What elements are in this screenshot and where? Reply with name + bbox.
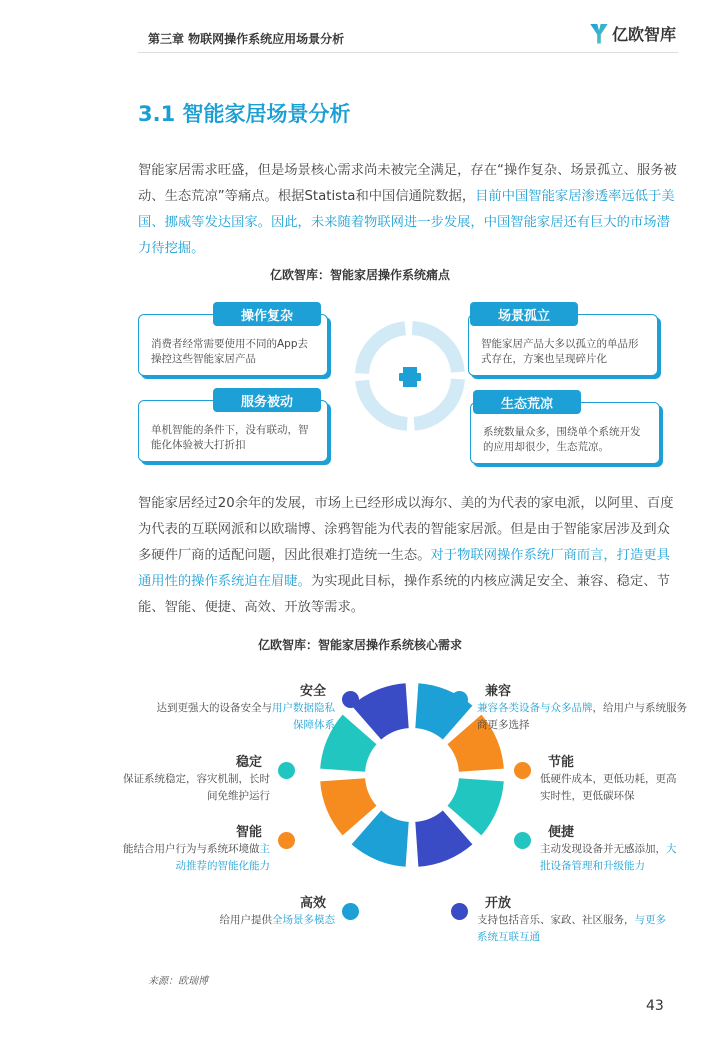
need-desc xyxy=(120,841,270,875)
need-desc-highlight: 大批设备管理和升级能力 xyxy=(540,843,677,872)
para2-text: 智能家居经过20余年的发展，市场上已经形成以海尔、美的为代表的家电派，以阿里、百度为代表的互联网派和以欧瑞博、涂鸦智能为代表的智能家居派。但是由于智能家居涉及到众多硬件厂商的适配问题，因此很难打造统一生态。 xyxy=(138,496,674,563)
source-note: 来源：欧瑞博 xyxy=(148,976,208,987)
paragraph-1 xyxy=(138,158,678,262)
need-desc-highlight: 兼容各类设备与众多品牌 xyxy=(477,702,593,714)
para2-highlight: 对于物联网操作系统厂商而言，打造更具通用性的操作系统迫在眉睫。 xyxy=(138,548,670,589)
need-dot xyxy=(278,832,295,849)
need-desc xyxy=(477,700,687,734)
printer-icon xyxy=(399,367,421,387)
need-desc-text: 能结合用户行为与系统环境做 xyxy=(123,843,260,855)
need-title: 稳定 xyxy=(236,755,263,770)
pain-desc: 系统数量众多，围绕单个系统开发的应用却很少，生态荒凉。 xyxy=(483,426,641,453)
need-desc xyxy=(540,841,680,875)
need-title: 安全 xyxy=(300,684,327,699)
need-desc xyxy=(160,912,335,929)
pain-tag-2: 场景孤立 xyxy=(470,302,578,326)
need-dot xyxy=(451,903,468,920)
need-dot xyxy=(278,762,295,779)
pain-desc: 消费者经常需要使用不同的App去操控这些智能家居产品 xyxy=(151,338,309,365)
need-dot xyxy=(514,832,531,849)
need-dot xyxy=(342,691,359,708)
para1-highlight: 目前中国智能家居渗透率远低于美国、挪威等发达国家。因此，未来随着物联网进一步发展，中国智能家居还有巨大的市场潜力待挖掘。 xyxy=(138,189,675,256)
pain-desc: 单机智能的条件下，没有联动，智能化体验被大打折扣 xyxy=(151,424,309,451)
need-desc-text: ，给用户与系统服务商更多选择 xyxy=(477,702,687,731)
need-title: 兼容 xyxy=(485,684,512,699)
need-title: 开放 xyxy=(485,896,512,911)
chart2-title: 亿欧智库：智能家居操作系统核心需求 xyxy=(257,638,462,652)
pain-tag-3: 服务被动 xyxy=(213,388,321,412)
chapter-header: 第三章 物联网操作系统应用场景分析 xyxy=(148,32,345,46)
pain-tag-1: 操作复杂 xyxy=(213,302,321,326)
need-dot xyxy=(342,903,359,920)
need-dot xyxy=(451,691,468,708)
section-title: 3.1 智能家居场景分析 xyxy=(138,102,351,126)
need-desc-highlight: 用户数据隐私保障体系 xyxy=(272,702,335,731)
need-desc xyxy=(540,771,680,805)
logo-icon xyxy=(590,24,608,44)
need-desc-highlight: 全场景多模态 xyxy=(272,914,335,926)
need-dot xyxy=(514,762,531,779)
need-desc xyxy=(150,700,335,734)
need-desc xyxy=(120,771,270,805)
para1-text: 智能家居需求旺盛，但是场景核心需求尚未被完全满足，存在“操作复杂、场景孤立、服务被动、生态荒凉”等痛点。根据Statista和中国信通院数据， xyxy=(138,163,677,204)
need-title: 节能 xyxy=(548,755,575,770)
need-desc-highlight: 主动推荐的智能化能力 xyxy=(175,843,270,872)
need-title: 便捷 xyxy=(548,825,575,840)
need-desc-text: 主动发现设备并无感添加， xyxy=(540,843,666,855)
pain-tag-4: 生态荒凉 xyxy=(473,390,581,414)
need-desc-highlight: 与更多系统互联互通 xyxy=(477,914,666,943)
header-divider xyxy=(138,52,678,53)
need-title: 智能 xyxy=(236,825,263,840)
need-desc xyxy=(477,912,667,946)
brand-logo xyxy=(590,22,676,45)
need-desc-text: 达到更强大的设备安全与 xyxy=(156,702,272,714)
pain-desc: 智能家居产品大多以孤立的单品形式存在，方案也呈现碎片化 xyxy=(481,338,639,365)
paragraph-2 xyxy=(138,491,678,621)
brand-name: 亿欧智库 xyxy=(612,25,677,44)
para2-tail: 为实现此目标，操作系统的内核应满足安全、兼容、稳定、节能、智能、便捷、高效、开放等需求。 xyxy=(138,574,670,615)
page-number: 43 xyxy=(646,998,664,1014)
need-desc-text: 支持包括音乐、家政、社区服务， xyxy=(477,914,635,926)
need-title: 高效 xyxy=(300,896,327,911)
need-desc-text: 保证系统稳定，容灾机制，长时间免维护运行 xyxy=(123,773,270,802)
pain-ring xyxy=(352,318,468,434)
chart1-title: 亿欧智库：智能家居操作系统痛点 xyxy=(269,268,450,282)
need-desc-text: 低硬件成本，更低功耗，更高实时性，更低碳环保 xyxy=(540,773,677,802)
need-desc-text: 给用户提供 xyxy=(219,914,272,926)
